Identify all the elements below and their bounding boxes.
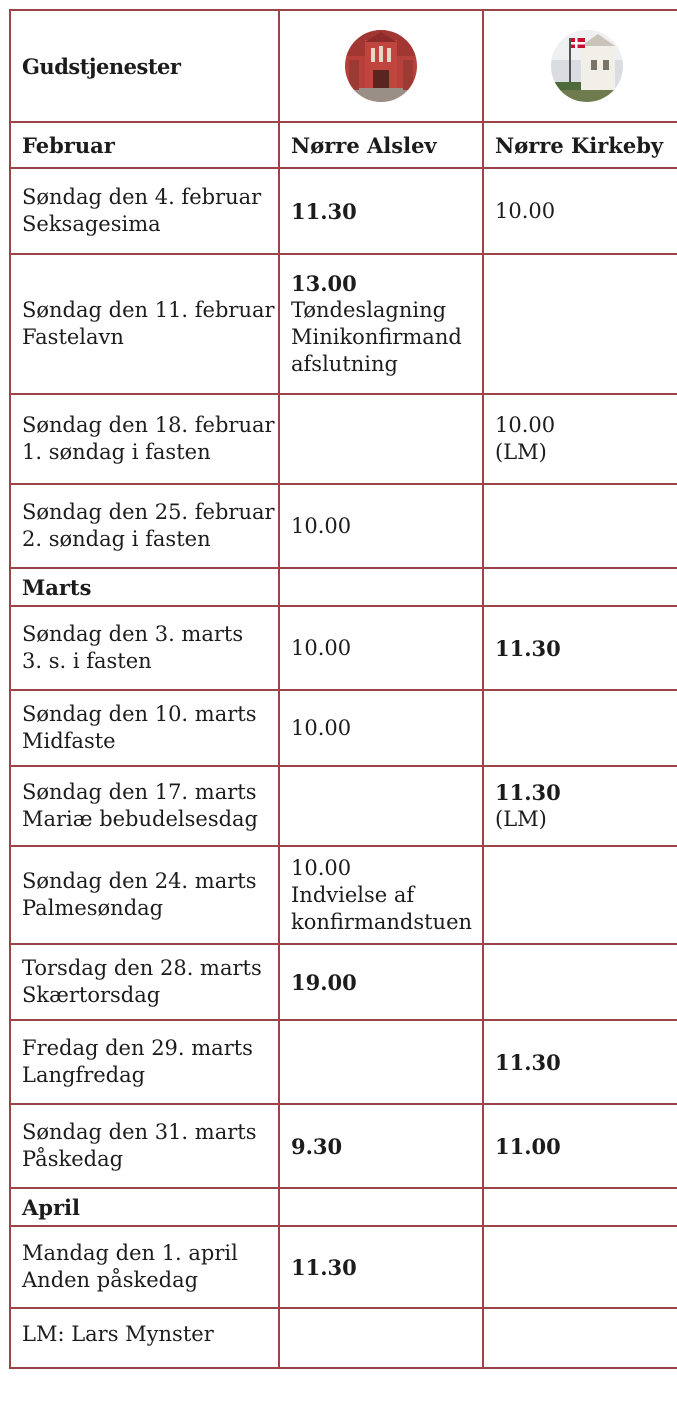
- service-note: konfirmandstuen: [291, 909, 473, 934]
- service-day-cell: [10, 254, 279, 394]
- church2-photo-cell: [483, 10, 677, 122]
- service-note: Indvielse af: [291, 882, 415, 907]
- service-day: Fredag den 29. marts: [22, 1036, 253, 1060]
- service-time: 11.30: [495, 635, 561, 661]
- service-day-cell: [10, 394, 279, 484]
- alslev-service-cell: [279, 254, 483, 394]
- service-note: Minikonfirmand: [291, 325, 462, 349]
- kirkeby-service-cell: [483, 168, 677, 254]
- kirkeby-service-cell: [483, 690, 677, 766]
- service-day: Søndag den 18. februar: [22, 413, 275, 437]
- kirkeby-service-cell: [483, 606, 677, 690]
- service-time: 10.00: [291, 855, 352, 880]
- service-day: Søndag den 25. februar: [22, 500, 275, 524]
- service-day-cell: [10, 484, 279, 568]
- month-label: April: [10, 1188, 279, 1226]
- alslev-service-cell: [279, 606, 483, 690]
- kirkeby-service-cell: [483, 394, 677, 484]
- alslev-service-cell: [279, 944, 483, 1020]
- alslev-service-cell: [279, 1226, 483, 1308]
- church1-photo-cell: [279, 10, 483, 122]
- service-note: (LM): [495, 807, 547, 831]
- church-photo-icon-alslev: [345, 30, 417, 102]
- month-row: [10, 1188, 677, 1226]
- service-day: Søndag den 3. marts: [22, 622, 244, 646]
- service-row: [10, 394, 677, 484]
- service-time: 10.00: [495, 413, 556, 437]
- empty-cell: [483, 1188, 677, 1226]
- service-note: afslutning: [291, 352, 398, 376]
- service-occasion: 2. søndag i fasten: [22, 527, 211, 551]
- title-row: [10, 10, 677, 122]
- service-occasion: Påskedag: [22, 1147, 124, 1171]
- empty-cell: [279, 1308, 483, 1368]
- service-day-cell: [10, 1226, 279, 1308]
- service-occasion: Anden påskedag: [22, 1268, 199, 1292]
- kirkeby-service-cell: [483, 1020, 677, 1104]
- service-time: 9.30: [291, 1133, 343, 1159]
- alslev-service-cell: [279, 168, 483, 254]
- service-day-cell: [10, 168, 279, 254]
- alslev-service-cell: [279, 484, 483, 568]
- service-occasion: Fastelavn: [22, 325, 124, 349]
- service-row: [10, 1020, 677, 1104]
- month-header: Februar: [10, 122, 279, 168]
- kirkeby-service-cell: [483, 1104, 677, 1188]
- footnote-row: [10, 1308, 677, 1368]
- service-occasion: 3. s. i fasten: [22, 649, 152, 673]
- service-note: (LM): [495, 440, 547, 464]
- service-day: Søndag den 17. marts: [22, 780, 257, 804]
- service-row: [10, 1226, 677, 1308]
- church-photo-icon-kirkeby: [551, 30, 623, 102]
- service-row: [10, 168, 677, 254]
- service-row: [10, 1104, 677, 1188]
- alslev-service-cell: [279, 766, 483, 846]
- footnote: LM: Lars Mynster: [10, 1308, 279, 1368]
- kirkeby-service-cell: [483, 254, 677, 394]
- service-time: 11.30: [495, 1049, 561, 1075]
- alslev-service-cell: [279, 1104, 483, 1188]
- service-day: Torsdag den 28. marts: [22, 956, 262, 980]
- empty-cell: [279, 568, 483, 606]
- service-day-cell: [10, 1104, 279, 1188]
- service-day-cell: [10, 606, 279, 690]
- service-row: [10, 606, 677, 690]
- service-time: 11.30: [291, 1254, 357, 1280]
- service-day-cell: [10, 690, 279, 766]
- service-row: [10, 690, 677, 766]
- service-row: [10, 846, 677, 944]
- service-day-cell: [10, 944, 279, 1020]
- kirkeby-service-cell: [483, 766, 677, 846]
- empty-cell: [483, 568, 677, 606]
- service-row: [10, 766, 677, 846]
- service-occasion: Palmesøndag: [22, 896, 164, 920]
- service-day: Søndag den 4. februar: [22, 185, 262, 209]
- service-time: 19.00: [291, 969, 357, 995]
- service-day: Mandag den 1. april: [22, 1241, 238, 1265]
- service-day: Søndag den 10. marts: [22, 702, 257, 726]
- service-time: 10.00: [291, 513, 352, 538]
- alslev-service-cell: [279, 690, 483, 766]
- service-row: [10, 944, 677, 1020]
- service-day-cell: [10, 1020, 279, 1104]
- alslev-service-cell: [279, 1020, 483, 1104]
- service-occasion: Mariæ bebudelsesdag: [22, 807, 259, 831]
- service-day-cell: [10, 846, 279, 944]
- service-occasion: Skærtorsdag: [22, 983, 161, 1007]
- service-schedule-table: [9, 9, 677, 1369]
- service-day: Søndag den 24. marts: [22, 869, 257, 893]
- service-occasion: 1. søndag i fasten: [22, 440, 211, 464]
- service-occasion: Langfredag: [22, 1063, 146, 1087]
- empty-cell: [483, 1308, 677, 1368]
- service-note: Tøndeslagning: [291, 298, 447, 322]
- kirkeby-service-cell: [483, 484, 677, 568]
- church1-header: Nørre Alslev: [279, 122, 483, 168]
- service-row: [10, 254, 677, 394]
- service-day: Søndag den 31. marts: [22, 1120, 257, 1144]
- alslev-service-cell: [279, 846, 483, 944]
- service-time: 11.30: [291, 198, 357, 224]
- service-time: 11.30: [495, 780, 561, 805]
- service-occasion: Seksagesima: [22, 212, 161, 236]
- service-day: Søndag den 11. februar: [22, 298, 275, 322]
- month-row: [10, 568, 677, 606]
- header-row: [10, 122, 677, 168]
- kirkeby-service-cell: [483, 846, 677, 944]
- service-time: 10.00: [291, 715, 352, 740]
- service-time: 10.00: [291, 635, 352, 660]
- service-occasion: Midfaste: [22, 729, 116, 753]
- service-day-cell: [10, 766, 279, 846]
- kirkeby-service-cell: [483, 944, 677, 1020]
- service-row: [10, 484, 677, 568]
- service-time: 11.00: [495, 1133, 561, 1159]
- service-time: 10.00: [495, 198, 556, 223]
- page-title: Gudstjenester: [10, 10, 279, 122]
- kirkeby-service-cell: [483, 1226, 677, 1308]
- month-label: Marts: [10, 568, 279, 606]
- alslev-service-cell: [279, 394, 483, 484]
- church2-header: Nørre Kirkeby: [483, 122, 677, 168]
- service-time: 13.00: [291, 271, 357, 296]
- empty-cell: [279, 1188, 483, 1226]
